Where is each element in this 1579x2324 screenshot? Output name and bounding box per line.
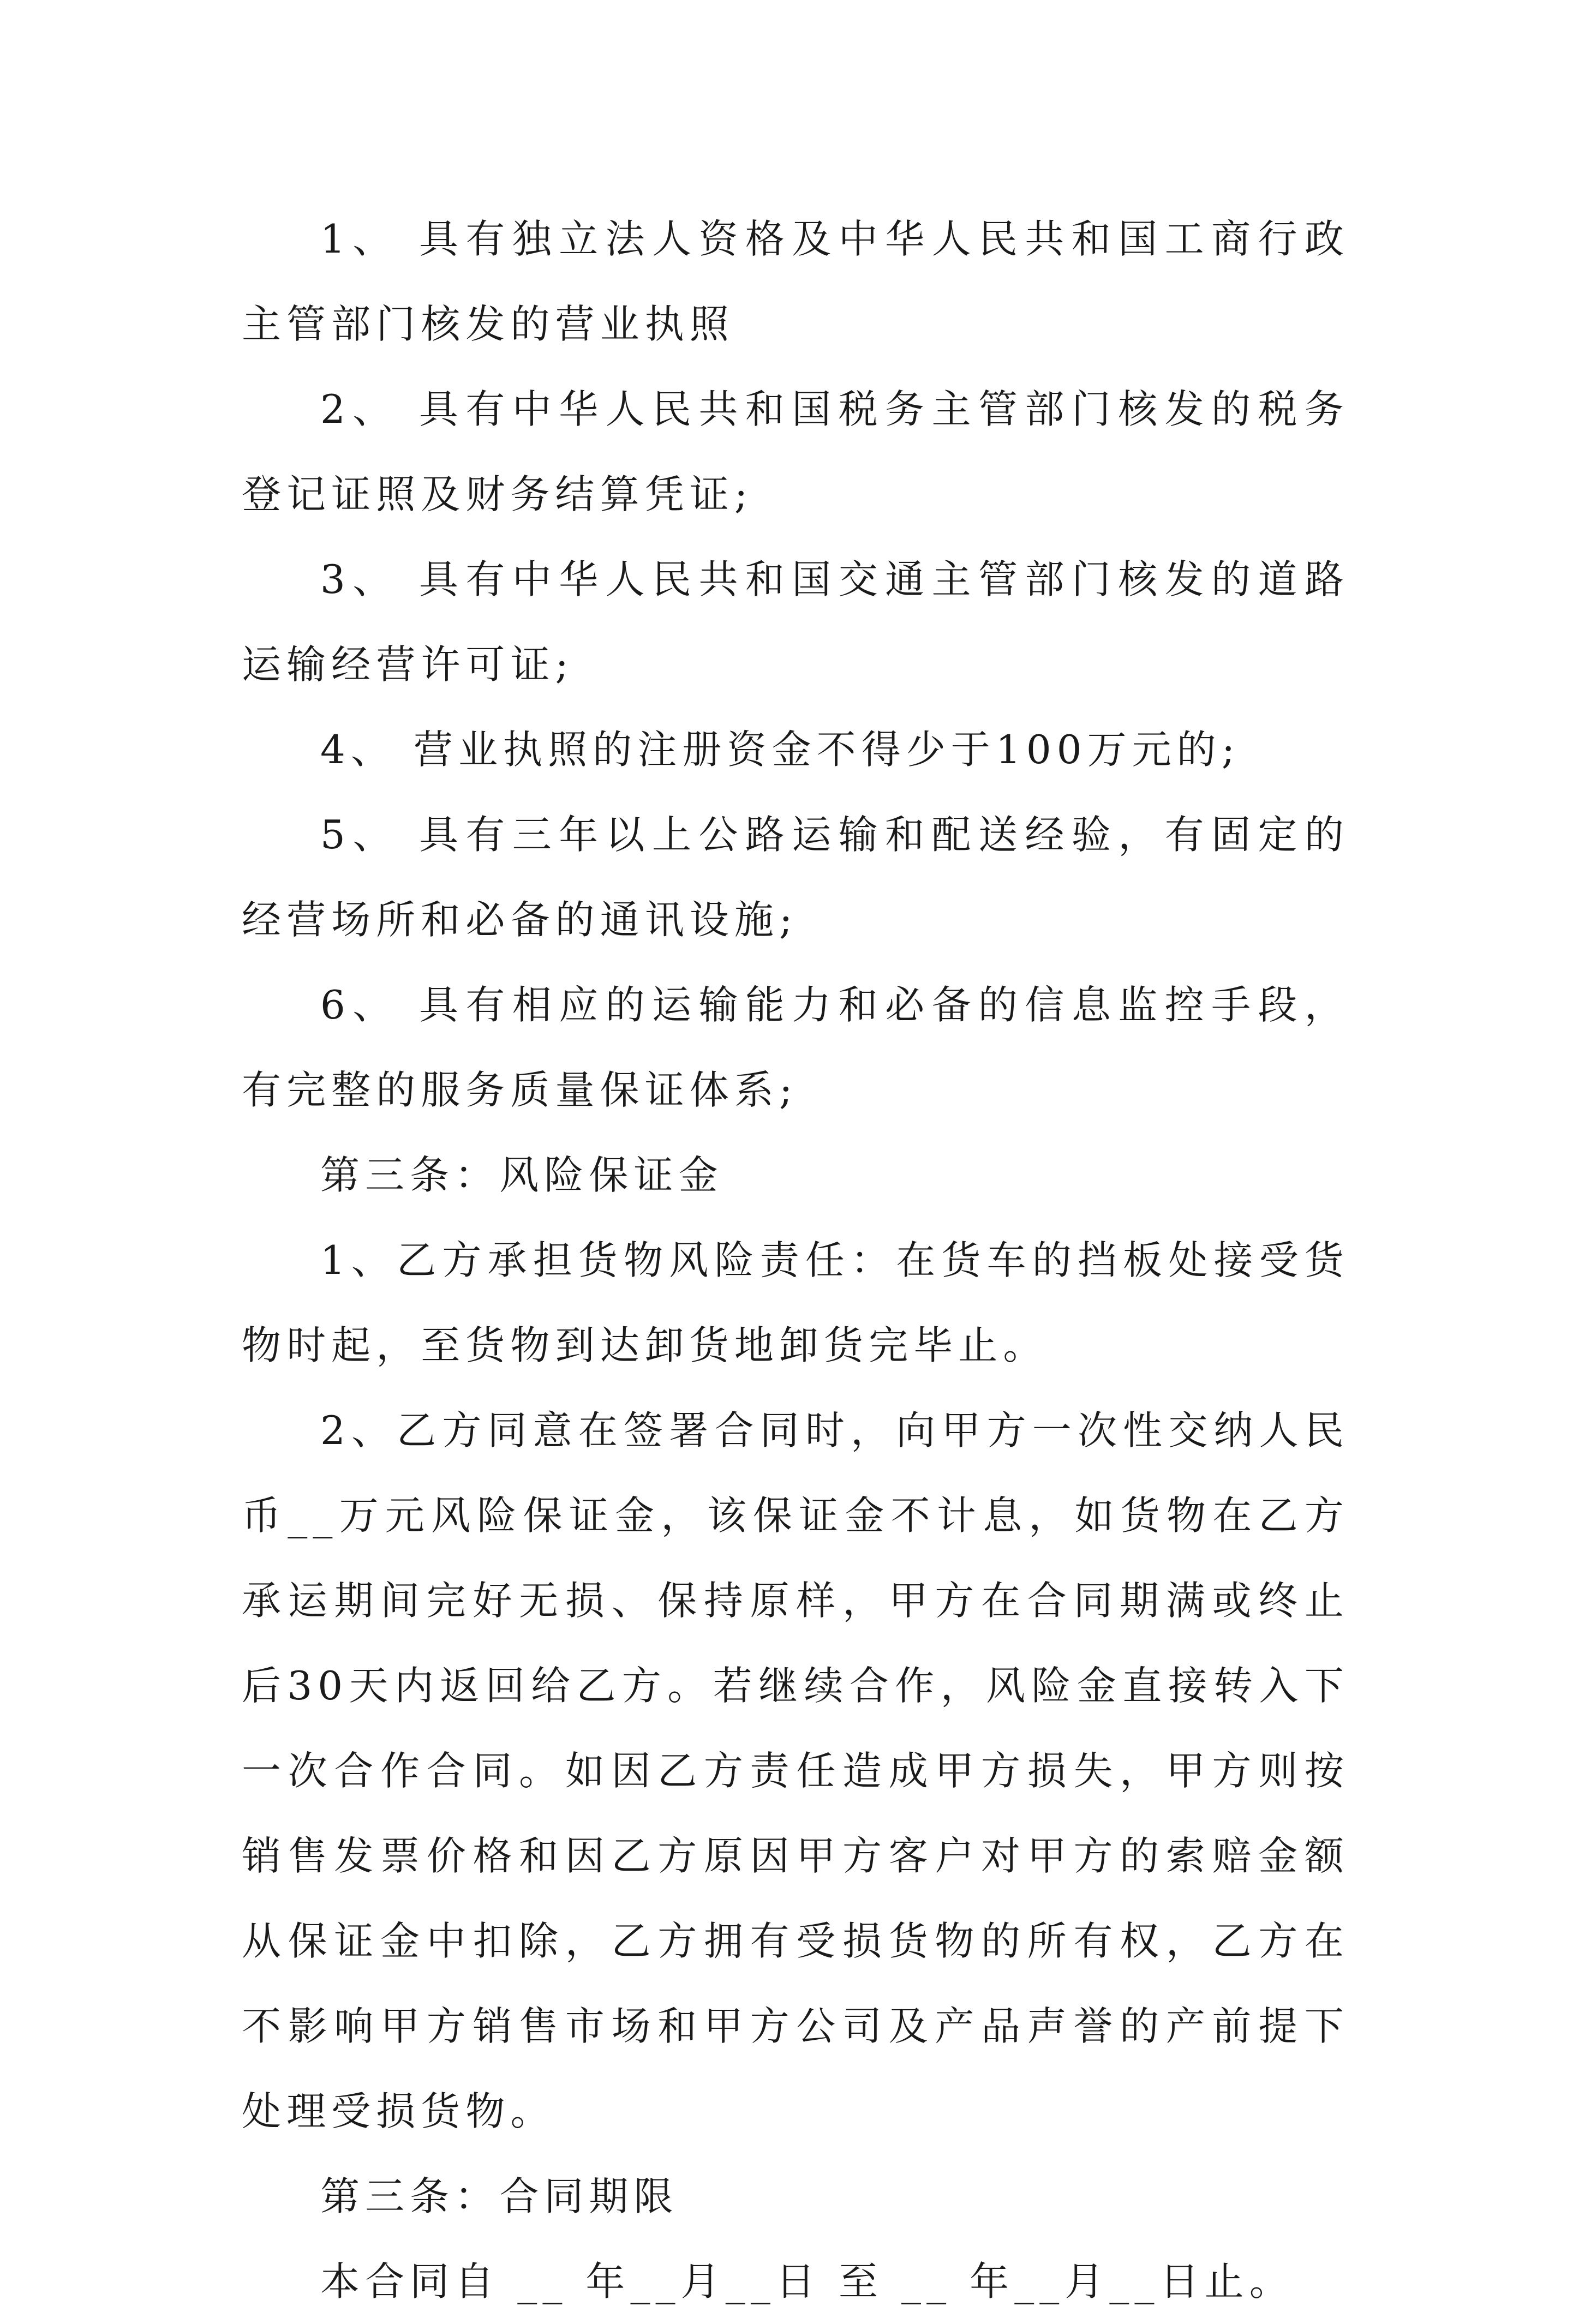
- paragraph-item-6: 6、 具有相应的运输能力和必备的信息监控手段，有完整的服务质量保证体系;: [242, 982, 1349, 1113]
- paragraph-item-1: 1、 具有独立法人资格及中华人民共和国工商行政主管部门核发的营业执照: [242, 216, 1349, 347]
- section-heading-risk-deposit: 第三条：风险保证金: [320, 1152, 723, 1198]
- document-body: [242, 196, 1349, 2324]
- risk-clause-2: 2、乙方同意在签署合同时，向甲方一次性交纳人民币__万元风险保证金，该保证金不计息，如货物在乙方承运期间完好无损、保持原样，甲方在合同期满或终止后30天内返回给乙方。若继续合作，风险金直接转入下一次合作合同。如因乙方责任造成甲方损失，甲方则按销售发票价格和因乙方原因甲方客户对甲方的索赔金额从保证金中扣除，乙方拥有受损货物的所有权，乙方在不影响甲方销售市场和甲方公司及产品声誉的产前提下处理受损货物。: [242, 1407, 1349, 2134]
- contract-term-text: 本合同自 __ 年__月__日 至 __ 年__月__日止。: [320, 2259, 1294, 2304]
- paragraph-item-5: 5、 具有三年以上公路运输和配送经验，有固定的经营场所和必备的通讯设施;: [242, 812, 1349, 943]
- section-heading-contract-term: 第三条：合同期限: [320, 2173, 679, 2219]
- paragraph-item-2: 2、 具有中华人民共和国税务主管部门核发的税务登记证照及财务结算凭证;: [242, 386, 1349, 517]
- risk-clause-1: 1、乙方承担货物风险责任：在货车的挡板处接受货物时起，至货物到达卸货地卸货完毕止。: [242, 1237, 1349, 1368]
- paragraph-item-3: 3、 具有中华人民共和国交通主管部门核发的道路运输经营许可证;: [242, 556, 1349, 687]
- paragraph-item-4: 4、 营业执照的注册资金不得少于100万元的;: [320, 727, 1241, 772]
